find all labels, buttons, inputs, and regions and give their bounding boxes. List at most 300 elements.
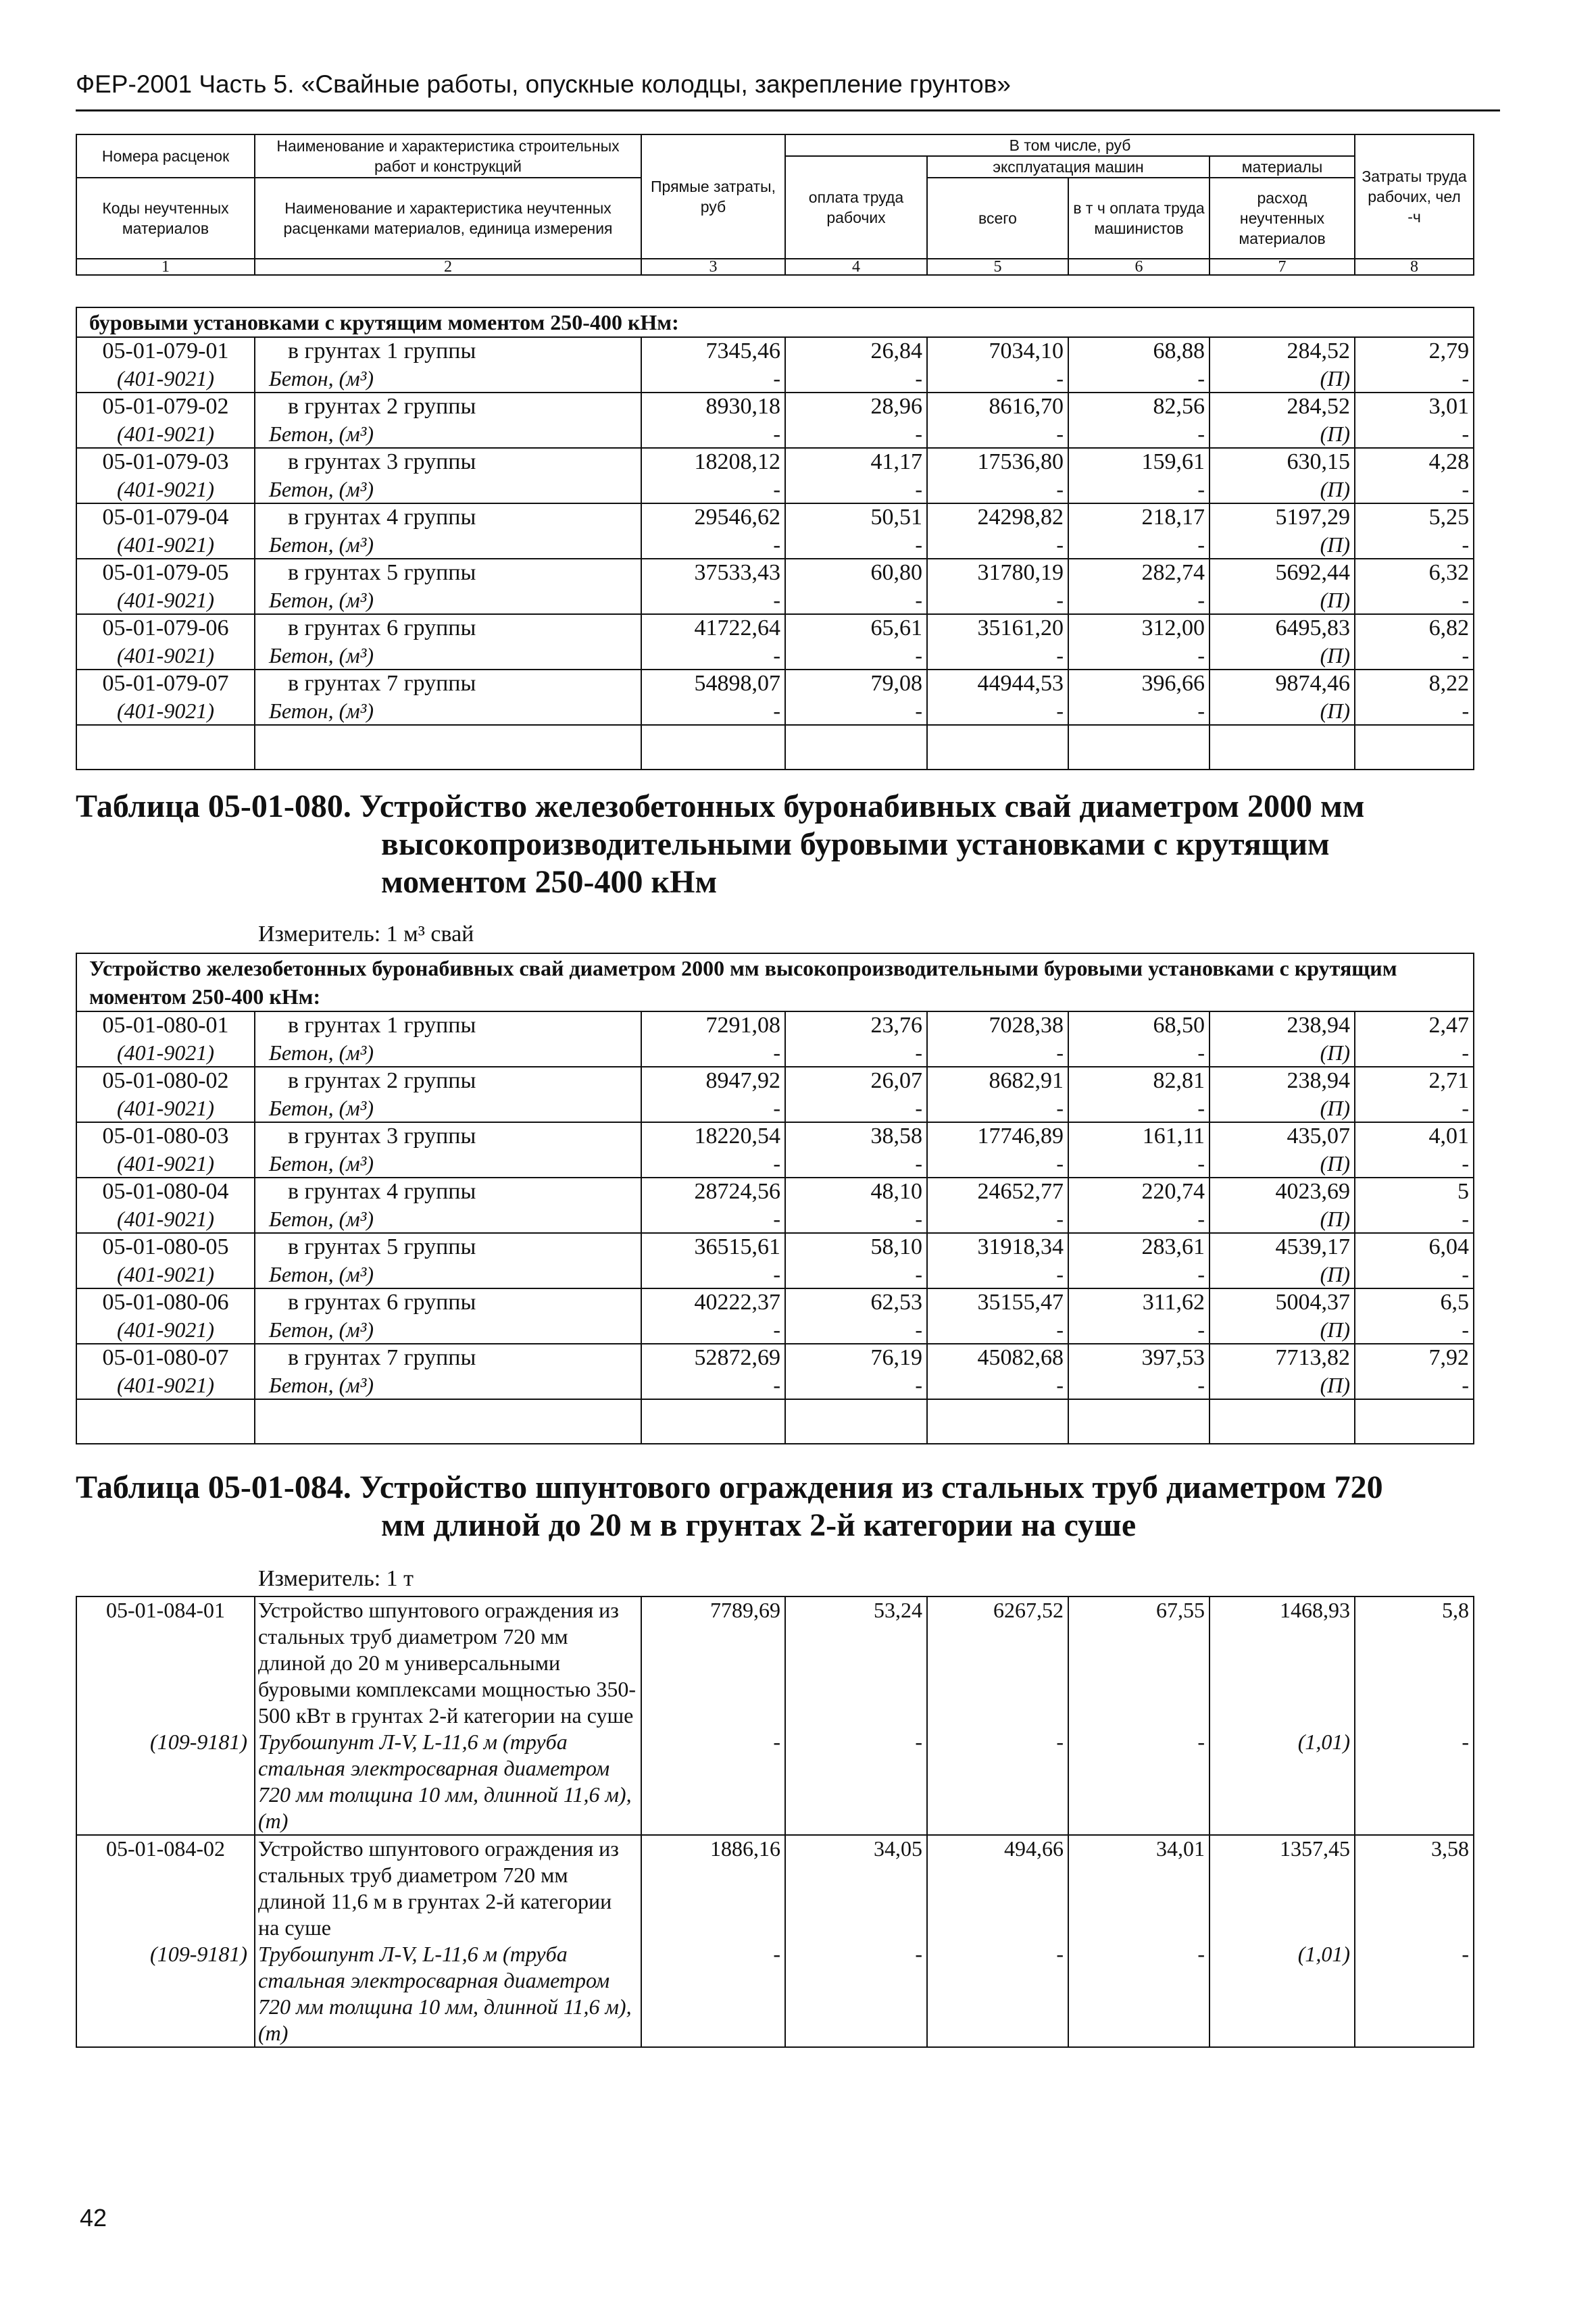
materials-cost: 284,52 [1210, 393, 1355, 420]
direct-cost: 7789,69 [641, 1596, 785, 1729]
dash-cell: - [1068, 642, 1210, 670]
dash-cell: - [927, 420, 1068, 448]
col-num-4: 4 [785, 259, 927, 275]
dash-cell: - [1068, 420, 1210, 448]
dash-cell: - [641, 586, 785, 614]
rate-code: 05-01-079-01 [76, 337, 255, 365]
dash-cell: - [927, 365, 1068, 393]
direct-cost: 52872,69 [641, 1344, 785, 1372]
material-row [76, 1150, 1474, 1178]
material-row [76, 1205, 1474, 1233]
dash-cell: - [785, 1316, 927, 1344]
materials-cost: 5004,37 [1210, 1288, 1355, 1316]
table-row [76, 1122, 1474, 1150]
table-080-meter: Измеритель: 1 м³ свай [258, 922, 474, 947]
header-direct-cell: Прямые затраты, руб [641, 134, 785, 259]
labor-pay: 50,51 [785, 503, 927, 531]
direct-cost: 8947,92 [641, 1067, 785, 1095]
rate-code: 05-01-080-07 [76, 1344, 255, 1372]
material-row [76, 476, 1474, 503]
labor-hours: 3,58 [1355, 1835, 1474, 1941]
operator-pay: 312,00 [1068, 614, 1210, 642]
direct-cost: 1886,16 [641, 1835, 785, 1941]
labor-hours: 8,22 [1355, 670, 1474, 697]
table-080-section-row [76, 953, 1474, 1011]
dash-cell: - [641, 1261, 785, 1288]
table-080-spacer [76, 1399, 1474, 1444]
dash-cell: - [1355, 642, 1474, 670]
dash-cell: - [1355, 1150, 1474, 1178]
work-name: в грунтах 2 группы [255, 393, 641, 420]
material-name: Бетон, (м³) [255, 1205, 641, 1233]
material-code: (401-9021) [76, 1205, 255, 1233]
dash-cell: - [641, 1095, 785, 1122]
labor-hours: 6,82 [1355, 614, 1474, 642]
header-materials-cell: материалы [1210, 156, 1355, 178]
direct-cost: 54898,07 [641, 670, 785, 697]
work-name: Устройство шпунтового ограждения из стальных труб диаметром 720 мм длиной 11,6 м в грунтах 2-й категории на суше [255, 1835, 641, 1941]
materials-cost: 4023,69 [1210, 1178, 1355, 1205]
dash-cell: - [1068, 1941, 1210, 2047]
material-row [76, 697, 1474, 725]
spacer-cell [76, 725, 255, 770]
operator-pay: 34,01 [1068, 1835, 1210, 1941]
material-name: Бетон, (м³) [255, 642, 641, 670]
table-row [76, 1233, 1474, 1261]
dash-cell: - [1068, 586, 1210, 614]
machine-cost: 6267,52 [927, 1596, 1068, 1729]
machine-cost: 31780,19 [927, 559, 1068, 586]
dash-cell: - [927, 586, 1068, 614]
material-name: Бетон, (м³) [255, 1039, 641, 1067]
material-name: Бетон, (м³) [255, 1095, 641, 1122]
material-name: Трубошпунт Л-V, L-11,6 м (труба стальная электросварная диаметром 720 мм толщина 10 мм, длинной 11,6 м), (т) [255, 1729, 641, 1835]
header-machines-total-cell: всего [927, 178, 1068, 259]
dash-cell: - [1068, 531, 1210, 559]
table-079 [76, 307, 1474, 770]
dash-cell: - [1068, 1205, 1210, 1233]
labor-pay: 48,10 [785, 1178, 927, 1205]
machine-cost: 494,66 [927, 1835, 1068, 1941]
table-080-section-text: Устройство железобетонных буронабивных свай диаметром 2000 мм высокопроизводительными буровыми установками с крутящим моментом 250-400 кНм: [76, 953, 1474, 1011]
material-row [76, 642, 1474, 670]
dash-cell: - [785, 1941, 927, 2047]
rate-code: 05-01-080-05 [76, 1233, 255, 1261]
operator-pay: 68,50 [1068, 1011, 1210, 1039]
rate-code: 05-01-079-07 [76, 670, 255, 697]
material-code: (401-9021) [76, 476, 255, 503]
material-row [76, 586, 1474, 614]
work-name: в грунтах 7 группы [255, 1344, 641, 1372]
spacer-cell [1210, 725, 1355, 770]
operator-pay: 283,61 [1068, 1233, 1210, 1261]
col-num-2: 2 [255, 259, 641, 275]
dash-cell: - [1355, 1941, 1474, 2047]
dash-cell: - [1355, 586, 1474, 614]
dash-cell: - [927, 1039, 1068, 1067]
table-row [76, 503, 1474, 531]
material-qty: (П) [1210, 1205, 1355, 1233]
table-row [76, 1011, 1474, 1039]
work-name: в грунтах 3 группы [255, 448, 641, 476]
direct-cost: 36515,61 [641, 1233, 785, 1261]
dash-cell: - [1068, 697, 1210, 725]
material-row [76, 420, 1474, 448]
dash-cell: - [1068, 476, 1210, 503]
dash-cell: - [785, 1729, 927, 1835]
dash-cell: - [641, 1729, 785, 1835]
work-name: в грунтах 6 группы [255, 1288, 641, 1316]
operator-pay: 161,11 [1068, 1122, 1210, 1150]
dash-cell: - [785, 642, 927, 670]
work-name: в грунтах 2 группы [255, 1067, 641, 1095]
labor-hours: 6,5 [1355, 1288, 1474, 1316]
machine-cost: 8682,91 [927, 1067, 1068, 1095]
direct-cost: 8930,18 [641, 393, 785, 420]
table-084-meter: Измеритель: 1 т [258, 1566, 414, 1591]
work-name: в грунтах 5 группы [255, 1233, 641, 1261]
dash-cell: - [1355, 1095, 1474, 1122]
material-code: (401-9021) [76, 531, 255, 559]
work-name: в грунтах 1 группы [255, 1011, 641, 1039]
labor-hours: 5 [1355, 1178, 1474, 1205]
material-qty: (П) [1210, 642, 1355, 670]
col-num-3: 3 [641, 259, 785, 275]
dash-cell: - [1355, 1729, 1474, 1835]
table-080-title-line3: моментом 250-400 кНм [381, 864, 718, 900]
material-code: (401-9021) [76, 365, 255, 393]
machine-cost: 24652,77 [927, 1178, 1068, 1205]
page-number: 42 [80, 2204, 107, 2232]
dash-cell: - [1068, 365, 1210, 393]
table-084-title-line1: Таблица 05-01-084. Устройство шпунтового ограждения из стальных труб диаметром 720 [76, 1469, 1383, 1505]
dash-cell: - [927, 476, 1068, 503]
labor-pay: 26,84 [785, 337, 927, 365]
material-name: Бетон, (м³) [255, 476, 641, 503]
dash-cell: - [927, 1941, 1068, 2047]
work-name: в грунтах 7 группы [255, 670, 641, 697]
direct-cost: 29546,62 [641, 503, 785, 531]
materials-cost: 5197,29 [1210, 503, 1355, 531]
column-header-table [76, 134, 1474, 276]
operator-pay: 68,88 [1068, 337, 1210, 365]
operator-pay: 82,56 [1068, 393, 1210, 420]
labor-hours: 2,47 [1355, 1011, 1474, 1039]
operator-pay: 311,62 [1068, 1288, 1210, 1316]
material-code: (401-9021) [76, 1095, 255, 1122]
material-qty: (П) [1210, 1261, 1355, 1288]
table-084-title [76, 1469, 1501, 1544]
materials-cost: 5692,44 [1210, 559, 1355, 586]
dash-cell: - [927, 1372, 1068, 1399]
spacer-cell [785, 725, 927, 770]
dash-cell: - [927, 697, 1068, 725]
dash-cell: - [785, 1095, 927, 1122]
table-row [76, 1835, 1474, 1941]
operator-pay: 159,61 [1068, 448, 1210, 476]
table-row [76, 1596, 1474, 1729]
material-name: Бетон, (м³) [255, 1316, 641, 1344]
dash-cell: - [641, 1205, 785, 1233]
dash-cell: - [927, 1095, 1068, 1122]
labor-hours: 2,71 [1355, 1067, 1474, 1095]
dash-cell: - [1068, 1372, 1210, 1399]
dash-cell: - [1068, 1039, 1210, 1067]
rate-code: 05-01-079-03 [76, 448, 255, 476]
dash-cell: - [785, 420, 927, 448]
col-num-8: 8 [1355, 259, 1474, 275]
work-name: в грунтах 4 группы [255, 503, 641, 531]
labor-pay: 26,07 [785, 1067, 927, 1095]
rate-code: 05-01-084-02 [76, 1835, 255, 1941]
material-code: (401-9021) [76, 1316, 255, 1344]
material-name: Бетон, (м³) [255, 1372, 641, 1399]
material-qty: (П) [1210, 1095, 1355, 1122]
materials-cost: 1468,93 [1210, 1596, 1355, 1729]
labor-pay: 79,08 [785, 670, 927, 697]
direct-cost: 7345,46 [641, 337, 785, 365]
labor-pay: 41,17 [785, 448, 927, 476]
labor-pay: 65,61 [785, 614, 927, 642]
col-num-7: 7 [1210, 259, 1355, 275]
dash-cell: - [1355, 365, 1474, 393]
dash-cell: - [641, 642, 785, 670]
direct-cost: 40222,37 [641, 1288, 785, 1316]
materials-cost: 630,15 [1210, 448, 1355, 476]
direct-cost: 28724,56 [641, 1178, 785, 1205]
dash-cell: - [1068, 1095, 1210, 1122]
dash-cell: - [785, 476, 927, 503]
dash-cell: - [641, 476, 785, 503]
table-row [76, 1344, 1474, 1372]
dash-cell: - [1355, 1261, 1474, 1288]
labor-hours: 7,92 [1355, 1344, 1474, 1372]
table-row [76, 1288, 1474, 1316]
spacer-cell [927, 725, 1068, 770]
dash-cell: - [1068, 1729, 1210, 1835]
dash-cell: - [641, 1372, 785, 1399]
materials-cost: 9874,46 [1210, 670, 1355, 697]
operator-pay: 220,74 [1068, 1178, 1210, 1205]
dash-cell: - [641, 697, 785, 725]
dash-cell: - [1355, 697, 1474, 725]
materials-cost: 6495,83 [1210, 614, 1355, 642]
rate-code: 05-01-080-02 [76, 1067, 255, 1095]
dash-cell: - [785, 1372, 927, 1399]
table-079-section-row [76, 307, 1474, 337]
machine-cost: 17746,89 [927, 1122, 1068, 1150]
dash-cell: - [785, 586, 927, 614]
spacer-cell [255, 1399, 641, 1444]
material-qty: (П) [1210, 1316, 1355, 1344]
material-qty: (1,01) [1210, 1729, 1355, 1835]
material-code: (401-9021) [76, 1261, 255, 1288]
dash-cell: - [785, 365, 927, 393]
dash-cell: - [641, 420, 785, 448]
machine-cost: 7028,38 [927, 1011, 1068, 1039]
material-qty: (1,01) [1210, 1941, 1355, 2047]
dash-cell: - [927, 1205, 1068, 1233]
material-name: Трубошпунт Л-V, L-11,6 м (труба стальная электросварная диаметром 720 мм толщина 10 мм, длинной 11,6 м), (т) [255, 1941, 641, 2047]
direct-cost: 7291,08 [641, 1011, 785, 1039]
materials-cost: 238,94 [1210, 1067, 1355, 1095]
direct-cost: 18208,12 [641, 448, 785, 476]
material-code: (401-9021) [76, 1372, 255, 1399]
material-row [76, 1941, 1474, 2047]
direct-cost: 37533,43 [641, 559, 785, 586]
labor-pay: 58,10 [785, 1233, 927, 1261]
table-row [76, 614, 1474, 642]
material-code: (109-9181) [76, 1729, 255, 1835]
machine-cost: 45082,68 [927, 1344, 1068, 1372]
header-codes-cell: Номера расценок [76, 134, 255, 178]
labor-pay: 38,58 [785, 1122, 927, 1150]
dash-cell: - [927, 1316, 1068, 1344]
operator-pay: 282,74 [1068, 559, 1210, 586]
material-code: (401-9021) [76, 697, 255, 725]
machine-cost: 35155,47 [927, 1288, 1068, 1316]
labor-hours: 4,01 [1355, 1122, 1474, 1150]
dash-cell: - [1355, 531, 1474, 559]
material-code: (401-9021) [76, 586, 255, 614]
dash-cell: - [785, 697, 927, 725]
table-row [76, 559, 1474, 586]
dash-cell: - [927, 1150, 1068, 1178]
spacer-cell [1210, 1399, 1355, 1444]
direct-cost: 41722,64 [641, 614, 785, 642]
col-num-5: 5 [927, 259, 1068, 275]
work-name: в грунтах 1 группы [255, 337, 641, 365]
rate-code: 05-01-079-05 [76, 559, 255, 586]
material-name: Бетон, (м³) [255, 1150, 641, 1178]
material-row [76, 1095, 1474, 1122]
dash-cell: - [927, 642, 1068, 670]
material-qty: (П) [1210, 586, 1355, 614]
table-row [76, 670, 1474, 697]
dash-cell: - [1068, 1150, 1210, 1178]
materials-cost: 7713,82 [1210, 1344, 1355, 1372]
material-qty: (П) [1210, 476, 1355, 503]
dash-cell: - [641, 1941, 785, 2047]
col-num-6: 6 [1068, 259, 1210, 275]
dash-cell: - [1355, 1205, 1474, 1233]
spacer-cell [1068, 1399, 1210, 1444]
material-row [76, 1729, 1474, 1835]
spacer-cell [641, 1399, 785, 1444]
running-header: ФЕР-2001 Часть 5. «Свайные работы, опускные колодцы, закрепление грунтов» [76, 70, 1011, 98]
dash-cell: - [927, 1729, 1068, 1835]
dash-cell: - [785, 1261, 927, 1288]
table-080-title-line1: Таблица 05-01-080. Устройство железобетонных буронабивных свай диаметром 2000 мм [76, 788, 1365, 824]
col-num-1: 1 [76, 259, 255, 275]
work-name: в грунтах 3 группы [255, 1122, 641, 1150]
dash-cell: - [641, 365, 785, 393]
table-row [76, 448, 1474, 476]
dash-cell: - [785, 531, 927, 559]
rate-code: 05-01-079-06 [76, 614, 255, 642]
material-row [76, 1039, 1474, 1067]
table-079-spacer [76, 725, 1474, 770]
dash-cell: - [1355, 420, 1474, 448]
rate-code: 05-01-080-01 [76, 1011, 255, 1039]
labor-hours: 6,04 [1355, 1233, 1474, 1261]
material-qty: (П) [1210, 531, 1355, 559]
labor-hours: 5,25 [1355, 503, 1474, 531]
spacer-cell [1355, 1399, 1474, 1444]
dash-cell: - [1355, 1039, 1474, 1067]
header-name-cell: Наименование и характеристика строительных работ и конструкций [255, 134, 641, 178]
machine-cost: 8616,70 [927, 393, 1068, 420]
material-qty: (П) [1210, 365, 1355, 393]
work-name: в грунтах 4 группы [255, 1178, 641, 1205]
work-name: в грунтах 5 группы [255, 559, 641, 586]
dash-cell: - [641, 1039, 785, 1067]
spacer-cell [255, 725, 641, 770]
material-name: Бетон, (м³) [255, 586, 641, 614]
material-name: Бетон, (м³) [255, 1261, 641, 1288]
rate-code: 05-01-080-03 [76, 1122, 255, 1150]
materials-cost: 4539,17 [1210, 1233, 1355, 1261]
machine-cost: 24298,82 [927, 503, 1068, 531]
table-row [76, 393, 1474, 420]
material-code: (401-9021) [76, 1039, 255, 1067]
machine-cost: 17536,80 [927, 448, 1068, 476]
machine-cost: 7034,10 [927, 337, 1068, 365]
rate-code: 05-01-080-04 [76, 1178, 255, 1205]
rate-code: 05-01-079-04 [76, 503, 255, 531]
spacer-cell [76, 1399, 255, 1444]
header-hours-cell: Затраты труда рабочих, чел -ч [1355, 134, 1474, 259]
rate-code: 05-01-084-01 [76, 1596, 255, 1729]
materials-cost: 284,52 [1210, 337, 1355, 365]
dash-cell: - [1355, 1372, 1474, 1399]
dash-cell: - [927, 531, 1068, 559]
labor-pay: 53,24 [785, 1596, 927, 1729]
machine-cost: 35161,20 [927, 614, 1068, 642]
header-machines-cell: эксплуатация машин [927, 156, 1210, 178]
table-080-title-line2: высокопроизводительными буровыми установками с крутящим [381, 826, 1330, 862]
material-name: Бетон, (м³) [255, 365, 641, 393]
table-084-title-line2: мм длиной до 20 м в грунтах 2-й категории на суше [381, 1507, 1137, 1543]
spacer-cell [785, 1399, 927, 1444]
labor-hours: 5,8 [1355, 1596, 1474, 1729]
material-row [76, 1261, 1474, 1288]
table-row [76, 1178, 1474, 1205]
header-codes-bottom-cell: Коды неучтенных материалов [76, 178, 255, 259]
material-row [76, 531, 1474, 559]
operator-pay: 67,55 [1068, 1596, 1210, 1729]
material-code: (401-9021) [76, 642, 255, 670]
rate-code: 05-01-079-02 [76, 393, 255, 420]
direct-cost: 18220,54 [641, 1122, 785, 1150]
material-qty: (П) [1210, 1039, 1355, 1067]
labor-pay: 76,19 [785, 1344, 927, 1372]
spacer-cell [1068, 725, 1210, 770]
spacer-cell [641, 725, 785, 770]
table-080 [76, 953, 1474, 1444]
material-qty: (П) [1210, 1372, 1355, 1399]
dash-cell: - [1355, 1316, 1474, 1344]
table-row [76, 337, 1474, 365]
material-name: Бетон, (м³) [255, 697, 641, 725]
material-qty: (П) [1210, 1150, 1355, 1178]
dash-cell: - [1068, 1316, 1210, 1344]
material-name: Бетон, (м³) [255, 420, 641, 448]
spacer-cell [1355, 725, 1474, 770]
header-labor-cell: оплата труда рабочих [785, 156, 927, 259]
dash-cell: - [1068, 1261, 1210, 1288]
material-code: (401-9021) [76, 420, 255, 448]
